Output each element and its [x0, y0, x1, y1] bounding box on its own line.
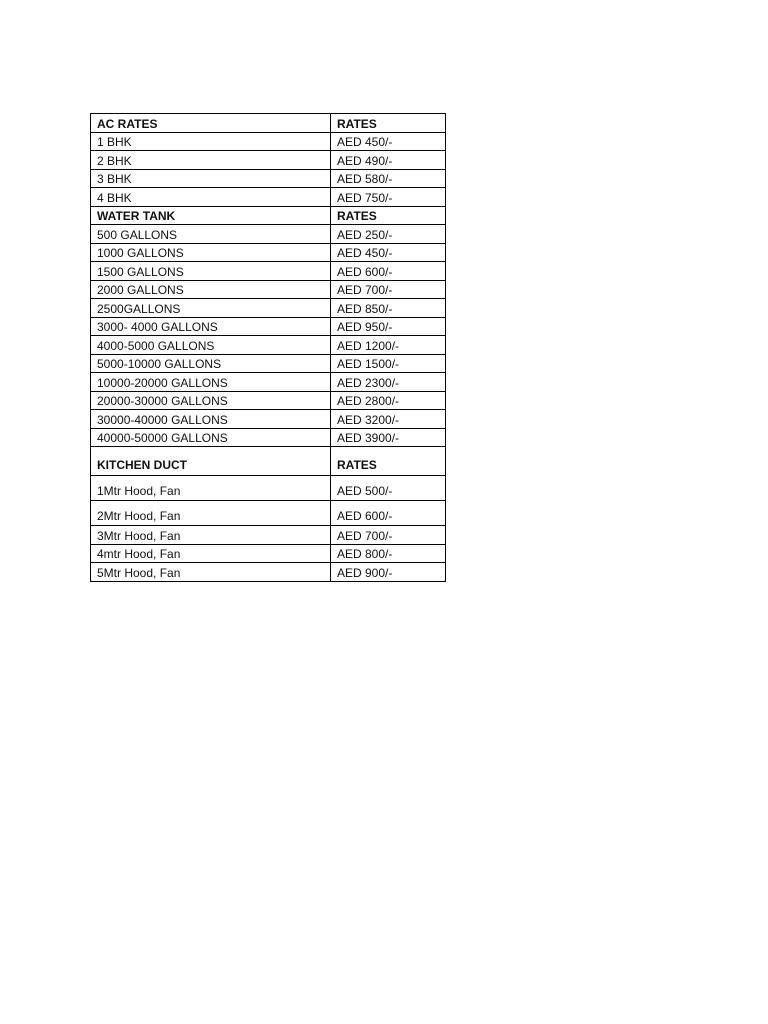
item-name: 1 BHK — [91, 132, 331, 151]
item-name: 3Mtr Hood, Fan — [91, 526, 331, 545]
item-name: 1500 GALLONS — [91, 262, 331, 281]
table-row — [91, 280, 446, 299]
item-name: 20000-30000 GALLONS — [91, 391, 331, 410]
table-row — [91, 132, 446, 151]
item-rate: AED 2300/- — [331, 373, 446, 392]
item-name: 5000-10000 GALLONS — [91, 354, 331, 373]
item-rate: AED 900/- — [331, 563, 446, 582]
item-rate: AED 1500/- — [331, 354, 446, 373]
table-row — [91, 526, 446, 545]
item-rate: AED 500/- — [331, 476, 446, 501]
item-name: 4000-5000 GALLONS — [91, 336, 331, 355]
table-row — [91, 188, 446, 207]
table-row — [91, 476, 446, 501]
item-rate: AED 3200/- — [331, 410, 446, 429]
table-row — [91, 501, 446, 526]
table-row — [91, 373, 446, 392]
table-row — [91, 169, 446, 188]
item-name: 4mtr Hood, Fan — [91, 544, 331, 563]
item-name: 3 BHK — [91, 169, 331, 188]
table-row — [91, 151, 446, 170]
table-row — [91, 544, 446, 563]
section-title: KITCHEN DUCT — [91, 447, 331, 476]
item-name: 2 BHK — [91, 151, 331, 170]
item-name: 30000-40000 GALLONS — [91, 410, 331, 429]
item-name: 5Mtr Hood, Fan — [91, 563, 331, 582]
item-name: 1000 GALLONS — [91, 243, 331, 262]
item-rate: AED 1200/- — [331, 336, 446, 355]
table-row — [91, 225, 446, 244]
rates-table — [90, 113, 446, 582]
table-row — [91, 317, 446, 336]
item-name: 3000- 4000 GALLONS — [91, 317, 331, 336]
table-row — [91, 299, 446, 318]
rates-column-header: RATES — [331, 447, 446, 476]
section-header-ac-rates — [91, 114, 446, 133]
section-header-kitchen-duct — [91, 447, 446, 476]
item-name: 10000-20000 GALLONS — [91, 373, 331, 392]
table-row — [91, 428, 446, 447]
item-rate: AED 850/- — [331, 299, 446, 318]
item-name: 1Mtr Hood, Fan — [91, 476, 331, 501]
item-name: 40000-50000 GALLONS — [91, 428, 331, 447]
item-name: 2000 GALLONS — [91, 280, 331, 299]
item-rate: AED 580/- — [331, 169, 446, 188]
rates-column-header: RATES — [331, 206, 446, 225]
table-row — [91, 563, 446, 582]
item-rate: AED 450/- — [331, 243, 446, 262]
item-rate: AED 800/- — [331, 544, 446, 563]
item-name: 500 GALLONS — [91, 225, 331, 244]
table-row — [91, 262, 446, 281]
item-rate: AED 490/- — [331, 151, 446, 170]
item-rate: AED 950/- — [331, 317, 446, 336]
item-name: 2Mtr Hood, Fan — [91, 501, 331, 526]
table-row — [91, 243, 446, 262]
item-name: 2500GALLONS — [91, 299, 331, 318]
table-row — [91, 410, 446, 429]
item-rate: AED 600/- — [331, 262, 446, 281]
item-rate: AED 250/- — [331, 225, 446, 244]
item-name: 4 BHK — [91, 188, 331, 207]
item-rate: AED 700/- — [331, 526, 446, 545]
section-title: WATER TANK — [91, 206, 331, 225]
table-row — [91, 336, 446, 355]
item-rate: AED 2800/- — [331, 391, 446, 410]
item-rate: AED 700/- — [331, 280, 446, 299]
item-rate: AED 450/- — [331, 132, 446, 151]
rates-column-header: RATES — [331, 114, 446, 133]
section-title: AC RATES — [91, 114, 331, 133]
item-rate: AED 600/- — [331, 501, 446, 526]
table-row — [91, 354, 446, 373]
item-rate: AED 3900/- — [331, 428, 446, 447]
section-header-water-tank — [91, 206, 446, 225]
table-row — [91, 391, 446, 410]
item-rate: AED 750/- — [331, 188, 446, 207]
